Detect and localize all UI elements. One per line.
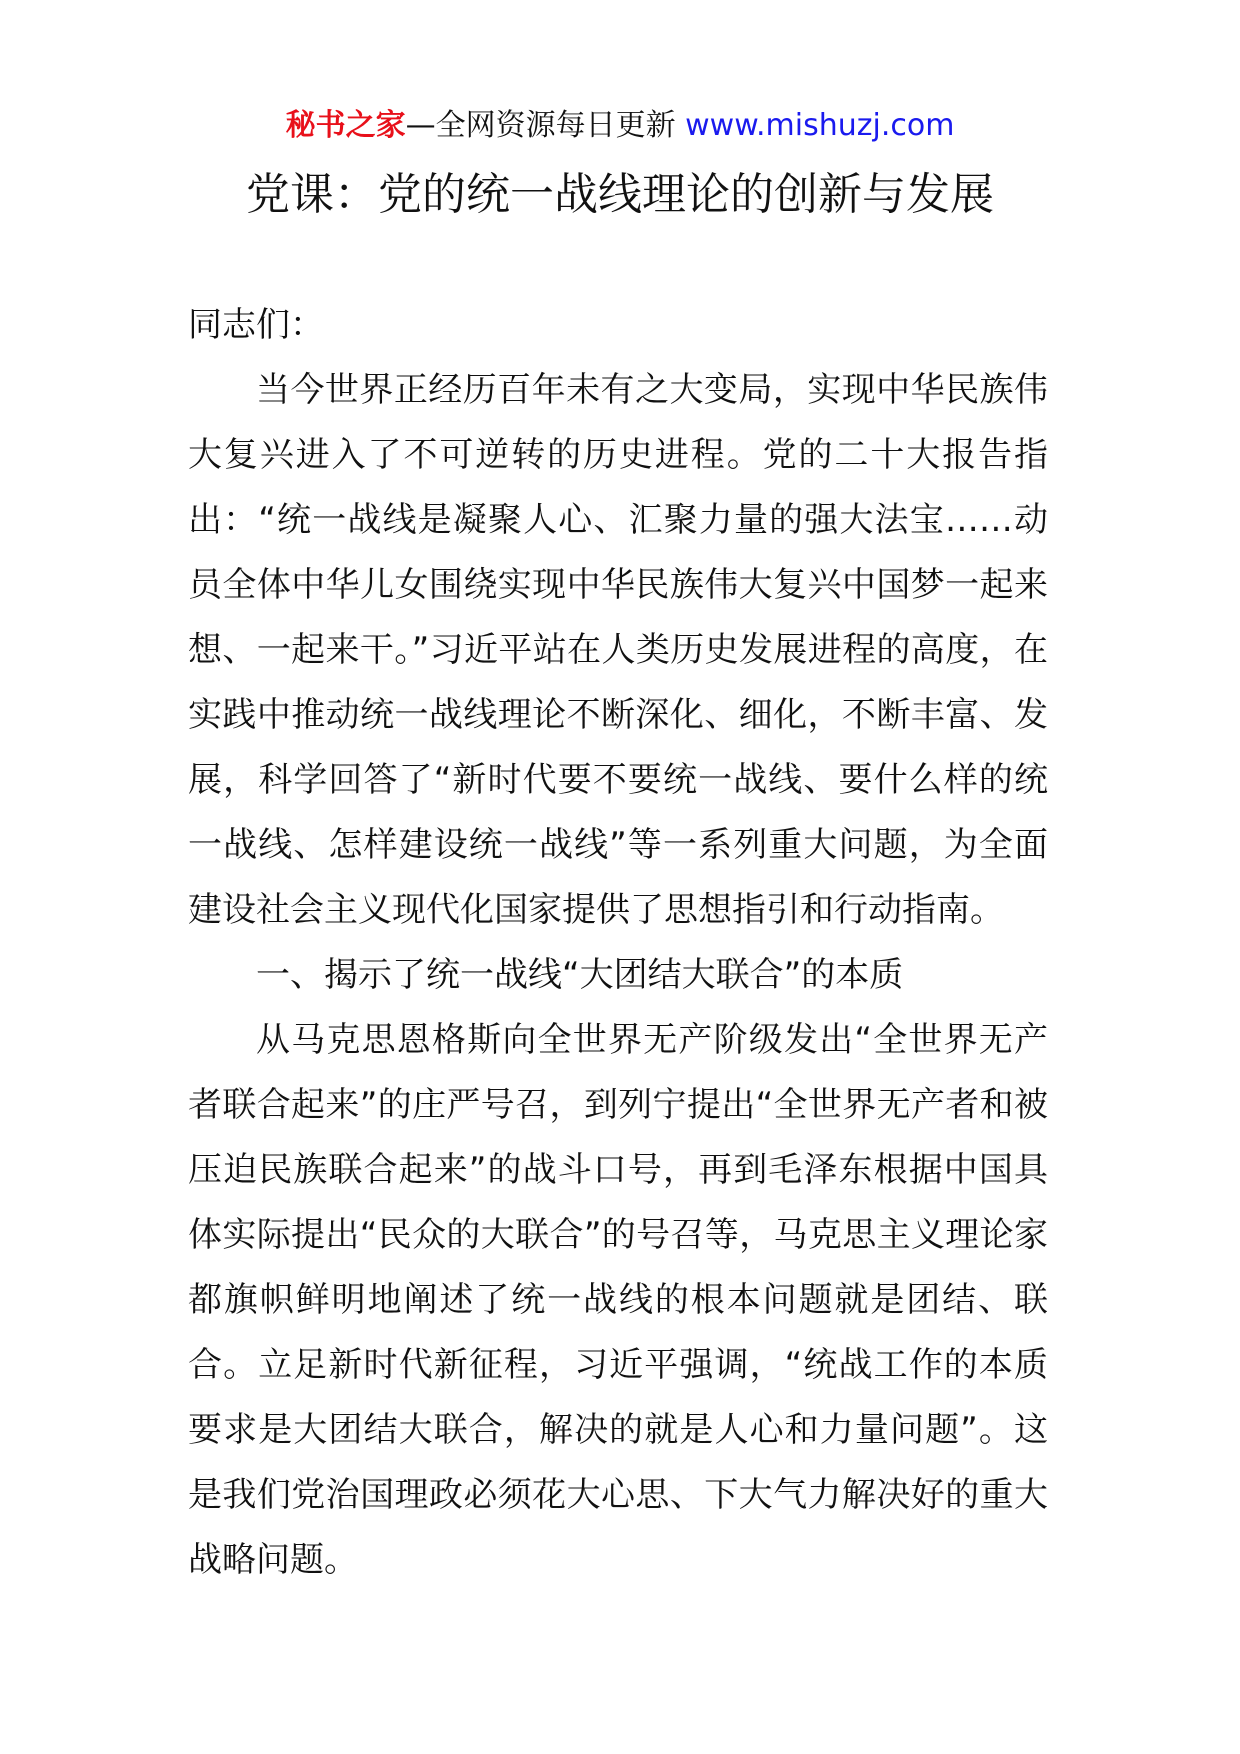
section-heading: 一、揭示了统一战线“大团结大联合”的本质	[256, 955, 904, 995]
document-title: 党课：党的统一战线理论的创新与发展	[246, 169, 994, 220]
site-url-link[interactable]: www.mishuzj.com	[685, 108, 955, 143]
body-paragraph: 当今世界正经历百年未有之大变局，实现中华民族伟大复兴进入了不可逆转的历史进程。党的二十大报告指出：“统一战线是凝聚人心、汇聚力量的强大法宝……动员全体中华儿女围绕实现中华民族伟大复兴中国梦一起来想、一起来干。”习近平站在人类历史发展进程的高度，在实践中推动统一战线理论不断深化、细化，不断丰富、发展，科学回答了“新时代要不要统一战线、要什么样的统一战线、怎样建设统一战线”等一系列重大问题，为全面建设社会主义现代化国家提供了思想指引和行动指南。	[188, 370, 1048, 930]
body-paragraph: 从马克思恩格斯向全世界无产阶级发出“全世界无产者联合起来”的庄严号召，到列宁提出“全世界无产者和被压迫民族联合起来”的战斗口号，再到毛泽东根据中国具体实际提出“民众的大联合”的号召等，马克思主义理论家都旗帜鲜明地阐述了统一战线的根本问题就是团结、联合。立足新时代新征程，习近平强调，“统战工作的本质要求是大团结大联合，解决的就是人心和力量问题”。这是我们党治国理政必须花大心思、下大气力解决好的重大战略问题。	[188, 1020, 1048, 1580]
brand-name: 秘书之家	[285, 108, 406, 143]
salutation: 同志们：	[188, 305, 324, 345]
site-header	[0, 98, 1240, 154]
header-tagline: —全网资源每日更新	[405, 108, 686, 143]
document-body	[188, 293, 1048, 1593]
